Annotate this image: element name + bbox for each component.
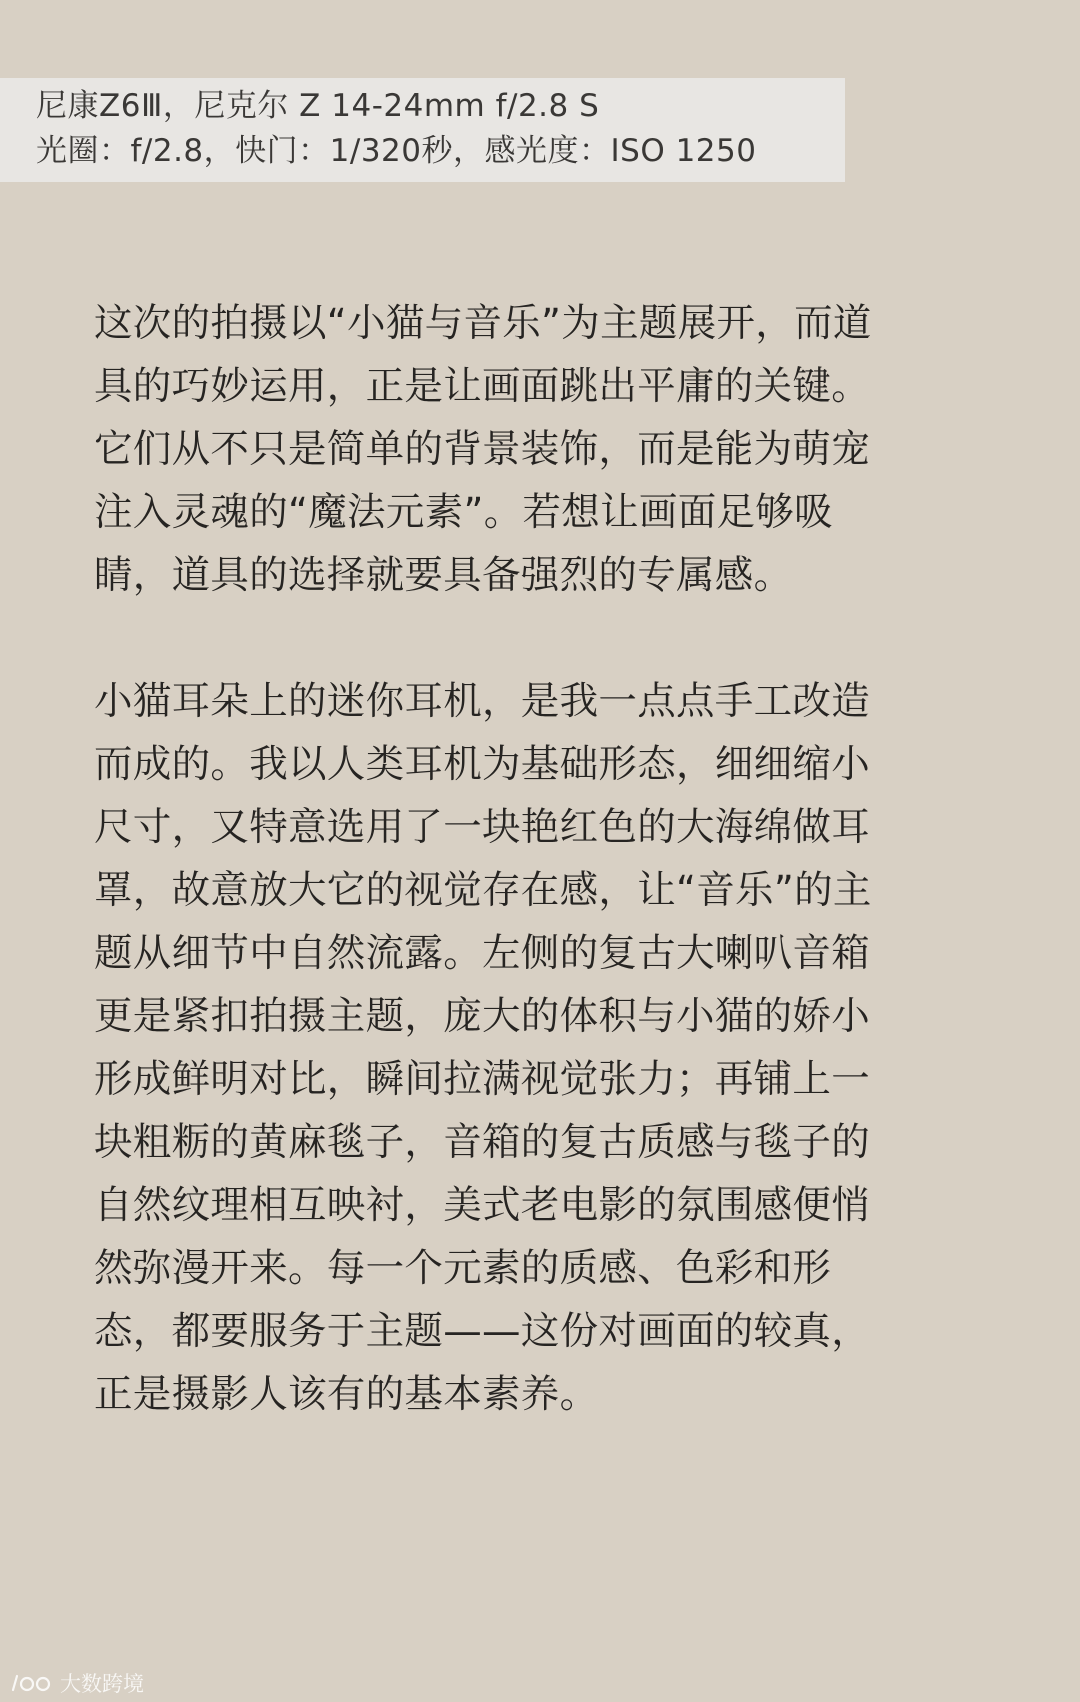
text-line: 态，都要服务于主题——这份对画面的较真， <box>94 1309 871 1354</box>
text-line: 块粗粝的黄麻毯子，音箱的复古质感与毯子的 <box>94 1120 871 1165</box>
paragraph-2 <box>94 670 994 1426</box>
text-line: 尺寸，又特意选用了一块艳红色的大海绵做耳 <box>94 805 871 850</box>
photo-caption-box <box>0 78 845 182</box>
text-line: 小猫耳朵上的迷你耳机，是我一点点手工改造 <box>94 679 871 724</box>
text-line: 而成的。我以人类耳机为基础形态，细细缩小 <box>94 742 871 787</box>
exposure-settings-info: 光圈：f/2.8，快门：1/320秒，感光度：ISO 1250 <box>36 133 757 169</box>
text-line: 题从细节中自然流露。左侧的复古大喇叭音箱 <box>94 931 871 976</box>
text-line: 它们从不只是简单的背景装饰，而是能为萌宠 <box>94 427 871 472</box>
text-line: 然弥漫开来。每一个元素的质感、色彩和形 <box>94 1246 832 1291</box>
text-line: 罩，故意放大它的视觉存在感，让“音乐”的主 <box>94 868 872 913</box>
watermark-logo-icon <box>10 1672 54 1694</box>
text-line: 具的巧妙运用，正是让画面跳出平庸的关键。 <box>94 364 871 409</box>
text-line: 自然纹理相互映衬，美式老电影的氛围感便悄 <box>94 1183 871 1228</box>
text-line: 注入灵魂的“魔法元素”。若想让画面足够吸 <box>94 490 833 535</box>
text-line: 这次的拍摄以“小猫与音乐”为主题展开，而道 <box>94 301 872 346</box>
text-line: 正是摄影人该有的基本素养。 <box>94 1372 599 1417</box>
article-body <box>94 292 994 1426</box>
camera-lens-info: 尼康Z6Ⅲ，尼克尔 Z 14-24mm f/2.8 S <box>36 88 600 124</box>
paragraph-1 <box>94 292 994 607</box>
text-line: 睛，道具的选择就要具备强烈的专属感。 <box>94 553 793 598</box>
text-line: 更是紧扣拍摄主题，庞大的体积与小猫的娇小 <box>94 994 871 1039</box>
watermark <box>10 1668 144 1698</box>
text-line: 形成鲜明对比，瞬间拉满视觉张力；再铺上一 <box>94 1057 871 1102</box>
watermark-text: 大数跨境 <box>60 1672 144 1696</box>
